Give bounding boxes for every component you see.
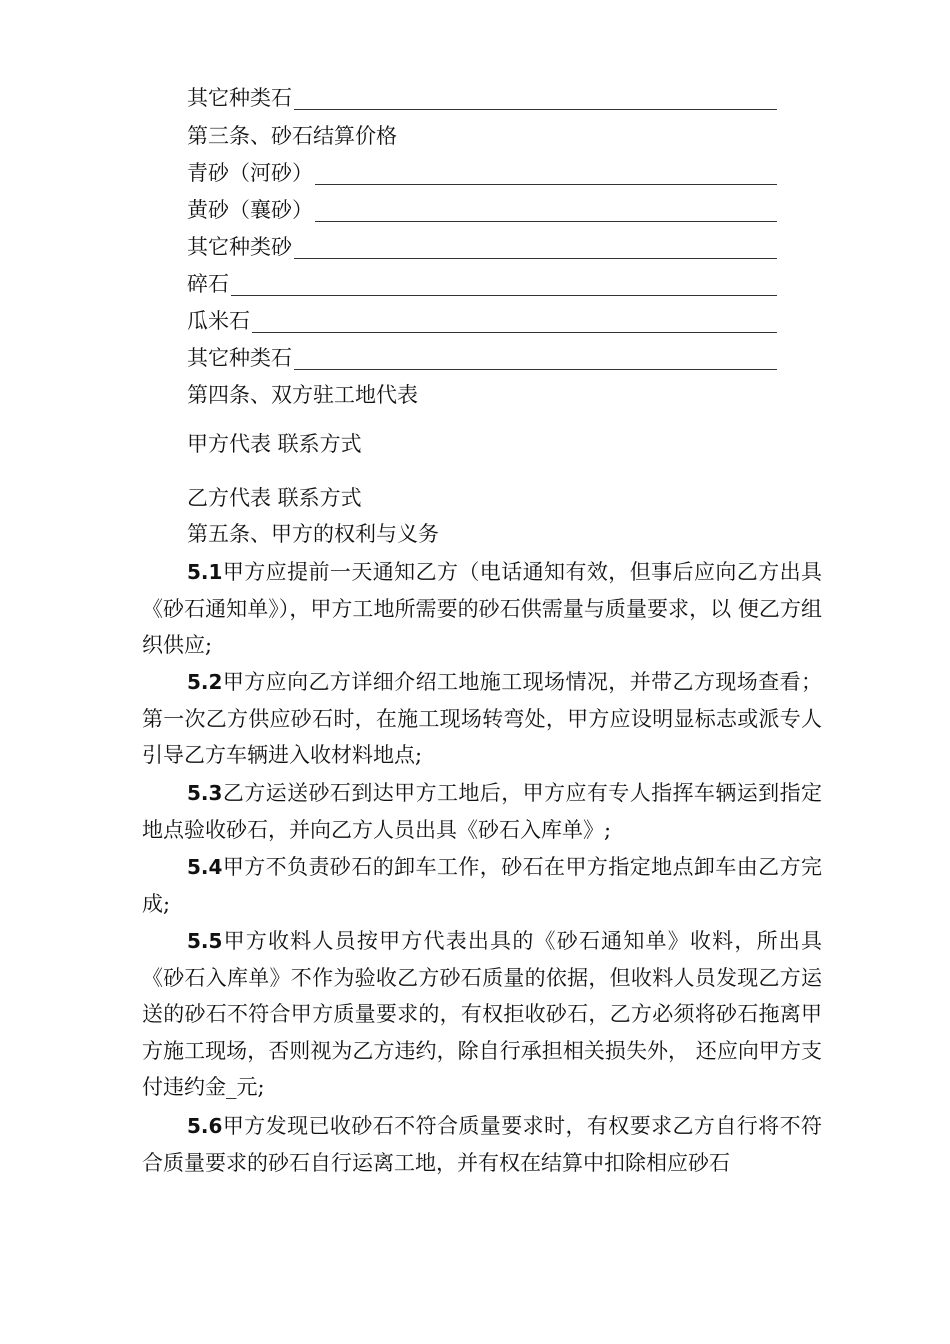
field-label: 碎石	[187, 272, 229, 296]
clause-5-1	[142, 554, 822, 664]
blank-line[interactable]	[315, 203, 777, 222]
clause-text: 甲方应向乙方详细介绍工地施工现场情况，并带乙方现场查看；第一次乙方供应砂石时，在施工现场转弯处，甲方应设明显标志或派专人引导乙方车辆进入收材料地点;	[142, 670, 822, 767]
clause-text: 甲方收料人员按甲方代表出具的《砂石通知单》收料，所出具《砂石入库单》不作为验收乙方砂石质量的依据，但收料人员发现乙方运送的砂石不符合甲方质量要求的，有权拒收砂石，乙方必须将砂石拖离甲方施工现场，否则视为乙方违约，除自行承担相关损失外， 还应向甲方支付违约金_元;	[142, 929, 822, 1099]
field-label: 其它种类砂	[187, 235, 292, 259]
article5-heading: 第五条、甲方的权利与义务	[187, 522, 439, 546]
blank-line[interactable]	[252, 314, 777, 333]
field-label: 瓜米石	[187, 309, 250, 333]
clause-5-2	[142, 664, 822, 774]
field-label: 其它种类石	[187, 346, 292, 370]
clause-5-6	[142, 1108, 822, 1181]
party-a-representative: 甲方代表 联系方式	[187, 432, 362, 456]
field-label: 其它种类石	[187, 86, 292, 110]
article3-heading: 第三条、砂石结算价格	[187, 124, 397, 148]
field-label: 黄砂（襄砂）	[187, 198, 313, 222]
field-other-stone-top	[187, 86, 777, 110]
clause-5-3	[142, 775, 822, 848]
party-b-representative: 乙方代表 联系方式	[187, 486, 362, 510]
blank-line[interactable]	[294, 91, 777, 110]
field-melon-seed-stone	[187, 309, 777, 333]
blank-line[interactable]	[231, 277, 777, 296]
blank-line[interactable]	[315, 166, 777, 185]
clause-number: 5.1	[187, 560, 223, 584]
clause-text: 甲方应提前一天通知乙方（电话通知有效，但事后应向乙方出具《砂石通知单》），甲方工地所需要的砂石供需量与质量要求，以 便乙方组织供应;	[142, 560, 822, 657]
clause-number: 5.6	[187, 1114, 223, 1138]
clause-text: 甲方不负责砂石的卸车工作，砂石在甲方指定地点卸车由乙方完成;	[142, 855, 822, 916]
clause-number: 5.4	[187, 855, 223, 879]
field-crushed-stone	[187, 272, 777, 296]
clause-number: 5.5	[187, 929, 223, 953]
blank-line[interactable]	[294, 351, 777, 370]
clause-text: 乙方运送砂石到达甲方工地后，甲方应有专人指挥车辆运到指定地点验收砂石，并向乙方人员出具《砂石入库单》;	[142, 781, 822, 842]
clause-text: 甲方发现已收砂石不符合质量要求时，有权要求乙方自行将不符合质量要求的砂石自行运离工地，并有权在结算中扣除相应砂石	[142, 1114, 822, 1175]
field-other-sand	[187, 235, 777, 259]
clause-5-5	[142, 923, 822, 1106]
blank-line[interactable]	[294, 240, 777, 259]
clause-number: 5.2	[187, 670, 223, 694]
clause-5-4	[142, 849, 822, 922]
field-label: 青砂（河砂）	[187, 161, 313, 185]
field-other-stone	[187, 346, 777, 370]
field-river-sand	[187, 161, 777, 185]
article4-heading: 第四条、双方驻工地代表	[187, 383, 418, 407]
field-yellow-sand	[187, 198, 777, 222]
clause-number: 5.3	[187, 781, 223, 805]
